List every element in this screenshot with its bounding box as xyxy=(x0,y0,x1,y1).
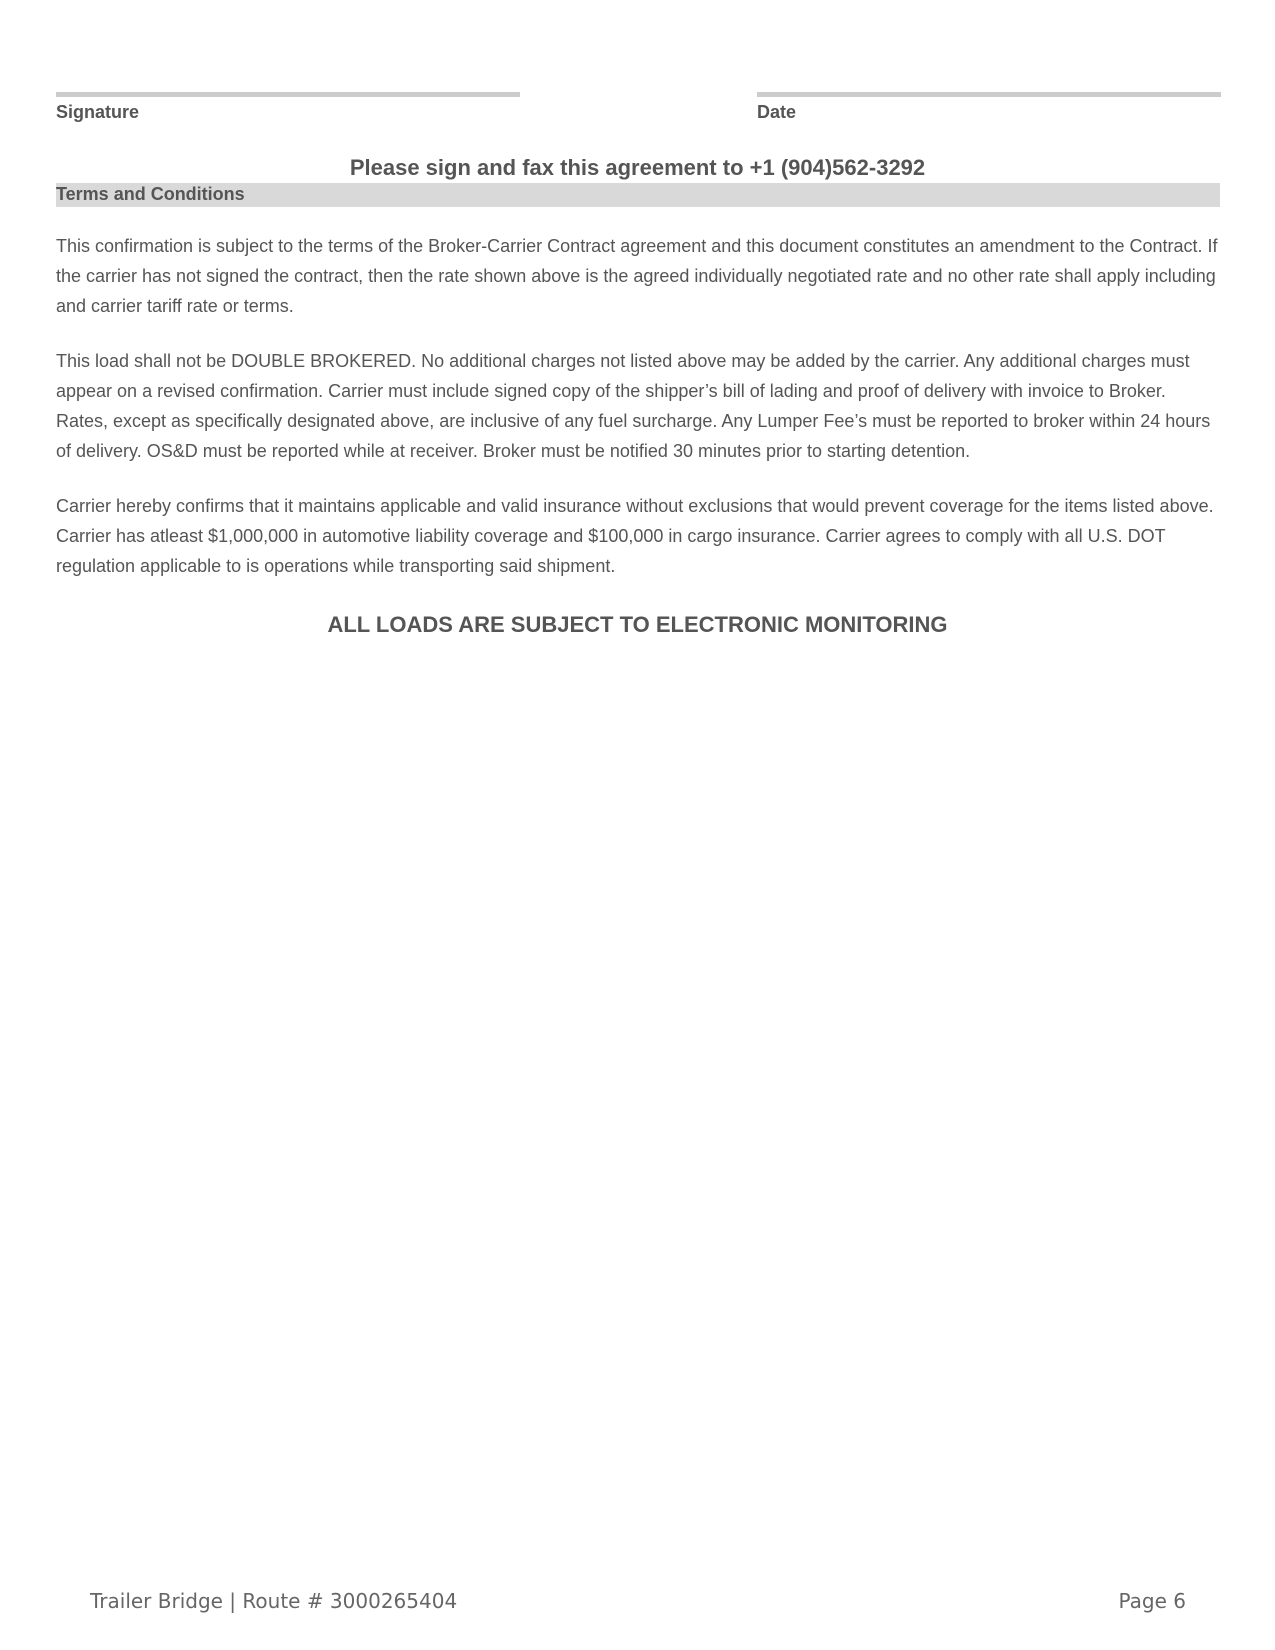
terms-paragraph: Carrier hereby confirms that it maintains applicable and valid insurance without exclusions that would prevent coverage for the items listed above. Carrier has atleast $1,000,000 in automotive liability coverage and $100,000 in cargo insurance. Carrier agrees to comply with all U.S. DOT regulation applicable to is operations while transporting said shipment. xyxy=(56,496,1214,576)
date-field xyxy=(757,92,1221,123)
terms-heading: Terms and Conditions xyxy=(56,183,1220,207)
footer-page-number: Page 6 xyxy=(1118,1589,1186,1613)
terms-paragraph: This load shall not be DOUBLE BROKERED. No additional charges not listed above may be added by the carrier. Any additional charges must appear on a revised confirmation. Carrier must include signed copy of the shipper’s bill of lading and proof of delivery with invoice to Broker. Rates, except as specifically designated above, are inclusive of any fuel surcharge. Any Lumper Fee’s must be reported to broker within 24 hours of delivery. OS&D must be reported while at receiver. Broker must be notified 30 minutes prior to starting detention. xyxy=(56,351,1211,461)
fax-instruction: Please sign and fax this agreement to +1 (904)562-3292 xyxy=(349,155,926,180)
terms-body xyxy=(56,231,1222,606)
terms-paragraph: This confirmation is subject to the terms of the Broker-Carrier Contract agreement and this document constitutes an amendment to the Contract. If the carrier has not signed the contract, then the rate shown above is the agreed individually negotiated rate and no other rate shall apply including and carrier tariff rate or terms. xyxy=(56,236,1218,316)
signature-line xyxy=(56,92,520,97)
signature-field xyxy=(56,92,520,123)
date-label: Date xyxy=(757,102,797,122)
signature-label: Signature xyxy=(56,102,140,122)
date-line xyxy=(757,92,1221,97)
monitoring-notice: ALL LOADS ARE SUBJECT TO ELECTRONIC MONITORING xyxy=(327,612,948,637)
footer-route: Trailer Bridge | Route # 3000265404 xyxy=(90,1589,458,1613)
